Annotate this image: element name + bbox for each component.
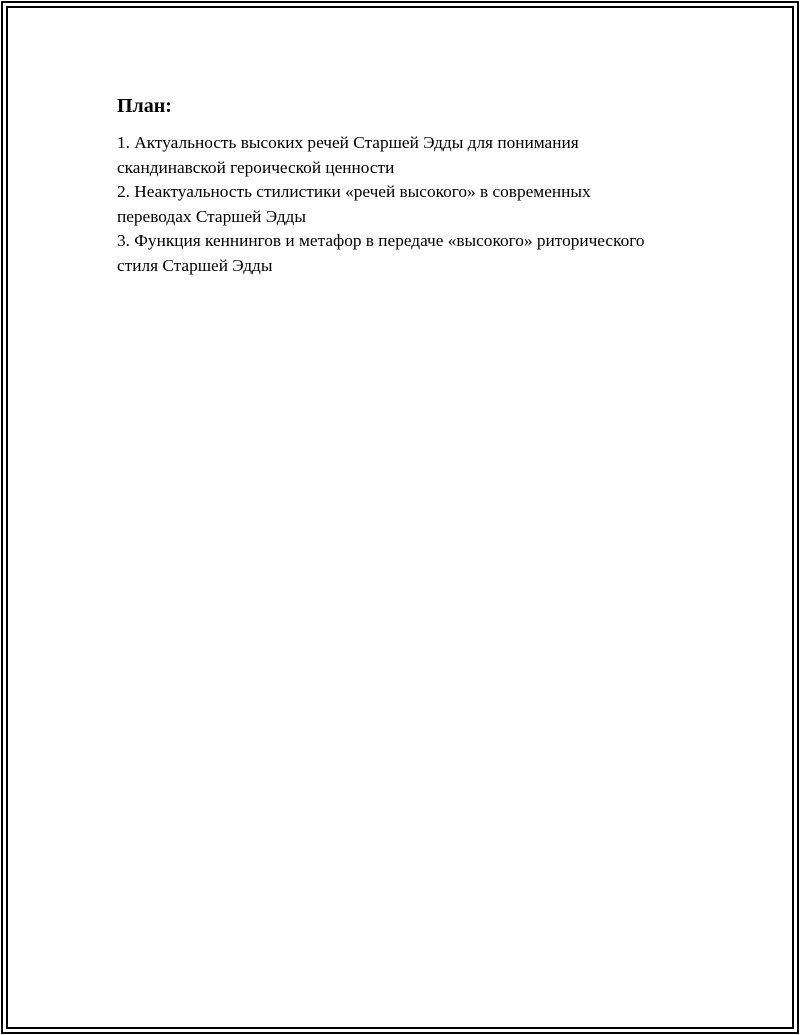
plan-item-3 bbox=[117, 229, 717, 278]
plan-list bbox=[117, 131, 717, 278]
plan-item-2-line-1: 2. Неактуальность стилистики «речей высокого» в современных bbox=[117, 182, 591, 201]
plan-item-1 bbox=[117, 131, 717, 180]
plan-item-2 bbox=[117, 180, 717, 229]
plan-item-1-line-2: скандинавской героической ценности bbox=[117, 157, 395, 177]
plan-item-3-line-1: 3. Функция кеннингов и метафор в передаче «высокого» риторического bbox=[117, 231, 645, 250]
document-content bbox=[117, 93, 717, 278]
plan-item-3-line-2: стиля Старшей Эдды bbox=[117, 255, 273, 275]
plan-item-1-line-1: 1. Актуальность высоких речей Старшей Эдды для понимания bbox=[117, 133, 579, 152]
plan-item-2-line-2: переводах Старшей Эдды bbox=[117, 206, 306, 226]
plan-heading: План: bbox=[117, 95, 172, 117]
